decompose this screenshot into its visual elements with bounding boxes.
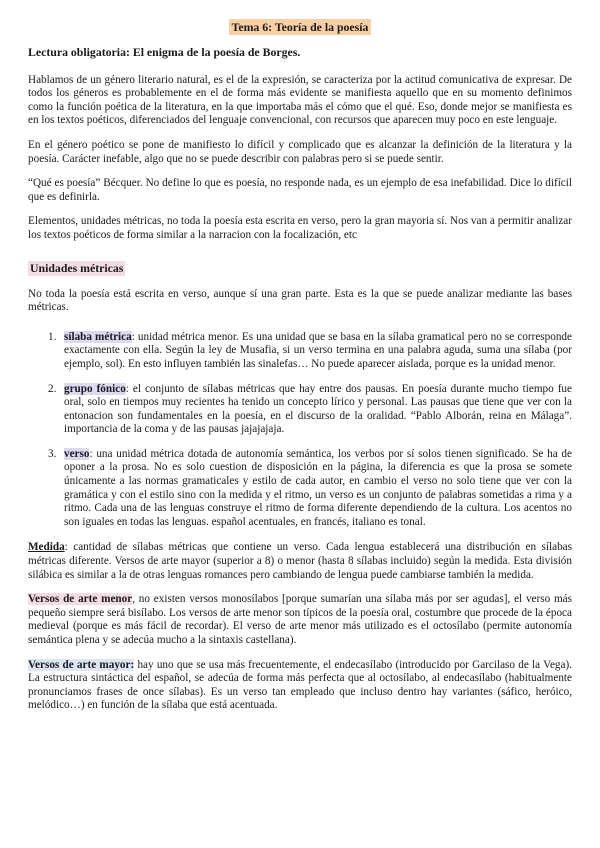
page-title: Tema 6: Teoría de la poesía [229,19,372,35]
list-number: 1. [48,330,57,343]
arte-menor-paragraph [28,593,572,647]
paragraph-3: “Qué es poesía” Bécquer. No define lo que es poesía, no responde nada, es un ejemplo de esa inefabilidad. Dice lo difícil que es definirla. [28,177,572,203]
list-text: : una unidad métrica dotada de autonomía semántica, los verbos por sí solos tienen significado. Se ha de oponer a la prosa. No es solo cuestion de disposición en la página, la diferencia es que la prosa se somete únicamente a las normas gramaticales y estilo de cada autor, en cambio el verso no solo tiene que ver con la gramática y con el estilo sino con la medida y el ritmo, un verso es un conjunto de palabras sometidas a rima y a ritmo. Cada una de las lenguas construye el ritmo de forma diferente dependiendo de la cultura. Los acentos no son iguales en todas las lenguas. español acentuales, en francés, italiano es tonal. [64,447,572,528]
section-heading: Unidades métricas [30,260,124,275]
arte-mayor-term: Versos de arte mayor: [28,658,135,671]
arte-mayor-text: hay uno que se usa más frecuentemente, el endecasílabo (introducido por Garcilaso de la Vega). La estructura sintáctica del español, se adecúa de forma más perfecta que al octosílabo, al endecasílabo (habitualmente pronunciamos frases de once sílabas). Es un verso tan empleado que incluso dentro hay variantes (sáfico, heróico, melódico…) en función de la sílaba que está acentuada. [28,658,573,712]
paragraph-1: Hablamos de un género literario natural, es el de la expresión, se caracteriza por la actitud comunicativa de expresar. De todos los géneros es probablemente en el de forma más evidente se manifiesta aquello que en su momento definimos como la función poética de la literatura, en la que importaba más el cómo que el qué. Eso, donde mejor se manifiesta es en los textos poéticos, diferenciados del lenguaje convencional, con recursos que aparecen muy poco en este lenguaje. [28,73,572,127]
section-intro: No toda la poesía está escrita en verso, aunque sí una gran parte. Esta es la que se puede analizar mediante las bases métricas. [28,287,572,314]
arte-mayor-paragraph [28,659,572,713]
medida-paragraph [28,541,572,582]
medida-text: : cantidad de sílabas métricas que contiene un verso. Cada lengua establecerá una distribución en sílabas métricas diferente. Versos de arte mayor (superior a 8) o menor (hasta 8 sílabas incluido) según la medida. Esta división silábica es similar a la de otras lenguas romances pero cambiando de lengua puede cambiarse también la medida. [28,541,572,581]
medida-term: Medida [28,541,65,554]
list-text: : unidad métrica menor. Es una unidad que se basa en la sílaba gramatical pero no se corresponde exactamente con ella. Según la ley de Musafia, si un verso termina en una palabra aguda, suma una sílaba (por ejemplo, sol). En esto influyen también las sinalefas… No puede aparecer aislada, porque es la unidad menor. [64,330,572,370]
list-item [28,448,572,530]
arte-menor-term: Versos de arte menor [28,593,133,606]
list-term: sílaba métrica [64,330,132,343]
reading-subtitle: Lectura obligatoria: El enigma de la poesía de Borges. [28,45,301,59]
list-text: : el conjunto de sílabas métricas que hay entre dos pausas. En poesía durante mucho tiempo fue oral, solo en tiempos muy recientes ha tenido un concepto lírico y personal. Las pausas que tiene que ver con la entonacion son fundamentales en la poesía, en el discurso de la oralidad. “Pablo Alborán, reina en Málaga”. importancia de la coma y de las pausas jajajajaja. [64,382,572,436]
paragraph-4: Elementos, unidades métricas, no toda la poesía esta escrita en verso, pero la gran mayoria sí. Nos van a permitir analizar los textos poéticos de forma similar a la narracion con la focalización, etc [28,215,572,241]
list-item [28,383,572,437]
list-number: 3. [48,447,57,460]
list-term: verso [64,447,90,460]
paragraph-2: En el género poético se pone de manifiesto lo difícil y complicado que es alcanzar la definición de la literatura y la poesía. Carácter inefable, algo que no se puede describir con palabras pero si se puede sentir. [28,138,572,165]
list-item [28,331,572,372]
list-number: 2. [48,382,57,395]
list-term: grupo fónico [64,382,126,395]
arte-menor-text: , no existen versos monosílabos [porque sumarían una sílaba más por ser agudas], el verso más pequeño siempre será bisílabo. Los versos de arte menor son típicos de la poesía oral, costumbre que procede de la época medieval (porque es más fácil de recordar). El verso de arte menor más utilizado es el octosílabo (permite autonomía semántica plena y se adecúa mucho a la sintaxis castellana). [28,593,572,646]
metric-units-list [28,331,572,530]
